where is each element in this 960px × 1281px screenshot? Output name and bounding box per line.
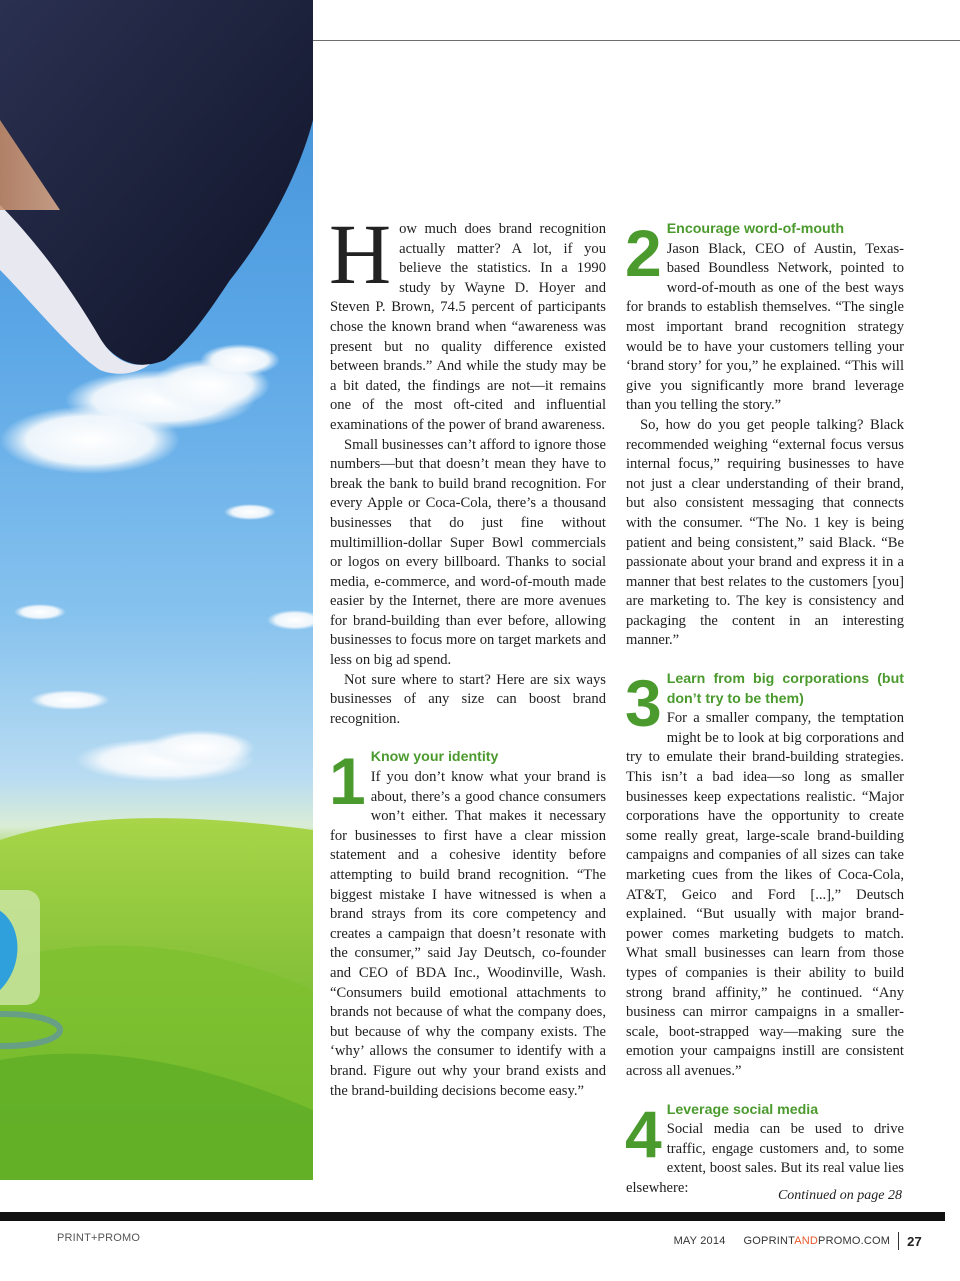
illustration-graphic bbox=[0, 0, 313, 1180]
footer-site-and: AND bbox=[794, 1235, 819, 1247]
article-column-2 bbox=[625, 216, 904, 1199]
intro-text: ow much does brand recognition actually matter? A lot, if you believe the statistics. In a 1990 study by Wayne D. Hoyer and Steven P. Brown, 74.5 percent of participants chose the known brand when “awareness was present but no quality difference existed between brands.” And while the study may be a bit dated, the findings are not—it remains one of the most oft-cited and influential examinations of the power of brand awareness. bbox=[330, 221, 606, 433]
section-2-heading: Encourage word-of-mouth bbox=[666, 221, 845, 237]
hero-illustration bbox=[0, 0, 313, 1180]
footer-right bbox=[674, 1232, 922, 1250]
footer-bar bbox=[0, 1212, 945, 1221]
section-3-text: For a smaller company, the temptation might be to look at big corporations and try to emulate their brand-building strategies. This isn’t a bad idea—so long as smaller businesses keep expectations realistic. “Major corporations have the opportunity to create some really great, large-scale brand-building campaigns and companies of all sizes can take marketing cues from the likes of Coca-Cola, AT&T, Geico and Ford [...],” Deutsch explained. “But usually with major brand-power comes marketing budgets to match. What small businesses can learn from those types of companies is their ability to build strong brand affinity,” he continued. “Any business can mirror campaigns in a smaller-scale, boot-strapped way—making sure the emotion your campaigns instill are consistent across all avenues.” bbox=[626, 710, 904, 1079]
section-4-text: Social media can be used to drive traffic, engage customers and, to some extent, boost sales. But its real value lies elsewhere: bbox=[626, 1121, 904, 1196]
page-number: 27 bbox=[907, 1233, 922, 1249]
section-2-text: Jason Black, CEO of Austin, Texas-based Boundless Network, pointed to word-of-mouth as one of the best ways for brands to establish themselves. “The single most important brand recognition strategy would be to have your customers telling your ‘brand story’ for you,” he explained. “This will give you significantly more brand leverage than you telling the story.” bbox=[626, 240, 904, 414]
footer-site bbox=[744, 1235, 891, 1247]
section-2-body bbox=[625, 216, 904, 416]
section-3-heading: Learn from big corporations (but don’t try to be them) bbox=[666, 671, 904, 707]
continued-note: Continued on page 28 bbox=[777, 1188, 902, 1203]
section-1-text: If you don’t know what your brand is about, there’s a good chance consumers won’t either. That makes it necessary for businesses to first have a clear mission statement and a cohesive identity before attempting to build brand recognition. “The biggest mistake I have witnessed is when a brand strays from its core competency and creates a campaign that doesn’t resonate with the consumer,” said Jay Deutsch, co-founder and CEO of BDA Inc., Woodinville, Wash. “Consumers build emotional attachments to brands not because of what the company does, but because of why the company exists. The ‘why’ allows the consumer to identify with a brand. Figure out why your brand exists and the brand-building decisions become easy.” bbox=[330, 769, 606, 1099]
drop-cap: H bbox=[329, 206, 392, 302]
section-4-heading: Leverage social media bbox=[666, 1101, 819, 1118]
footer-site-suffix: PROMO.COM bbox=[818, 1235, 891, 1247]
intro-paragraph bbox=[329, 206, 606, 436]
section-1-body bbox=[329, 744, 606, 1101]
section-2-paragraph-2: So, how do you get people talking? Black recommended weighing “external focus versus internal focus,” requiring businesses to have not just a clear understanding of their brand, but also consistent messaging that connects with the consumer. “The No. 1 key is being patient and being consistent,” said Black. “Be passionate about your brand and express it in a manner that best relates to the customers [you] are marketing to. The key is consistency and packaging the content in an interesting manner.” bbox=[626, 416, 904, 649]
footer-separator bbox=[898, 1232, 899, 1250]
footer-date: MAY 2014 bbox=[673, 1235, 726, 1247]
intro-paragraph-2: Small businesses can’t afford to ignore those numbers—but that doesn’t mean they have to break the bank to build brand recognition. For every Apple or Coca-Cola, there’s a thousand businesses that do just fine without multimillion-dollar Super Bowl commercials or logos on every billboard. Thanks to social media, e-commerce, and word-of-mouth made easier by the Internet, there are more avenues for brand-building than ever before, allowing businesses to focus more on target markets and less on big ad spend. bbox=[330, 436, 606, 669]
section-4-body bbox=[625, 1096, 904, 1199]
section-4-number: 4 bbox=[625, 1096, 662, 1171]
section-1 bbox=[329, 744, 606, 1101]
intro-paragraph-3: Not sure where to start? Here are six ways businesses of any size can boost brand recognition. bbox=[330, 671, 606, 727]
section-3-body bbox=[625, 666, 904, 1081]
section-1-number: 1 bbox=[329, 744, 366, 819]
section-3 bbox=[625, 666, 904, 1081]
section-4 bbox=[625, 1096, 904, 1199]
footer-publication: PRINT+PROMO bbox=[57, 1232, 141, 1244]
section-2-number: 2 bbox=[625, 216, 662, 290]
footer-site-prefix: GOPRINT bbox=[743, 1235, 795, 1247]
section-2 bbox=[625, 216, 904, 651]
section-1-heading: Know your identity bbox=[370, 749, 499, 766]
green-hills bbox=[0, 818, 313, 1180]
suit-sleeve bbox=[0, 0, 313, 374]
section-3-number: 3 bbox=[625, 666, 662, 741]
top-rule bbox=[313, 40, 960, 41]
article-column-1 bbox=[329, 206, 606, 1101]
